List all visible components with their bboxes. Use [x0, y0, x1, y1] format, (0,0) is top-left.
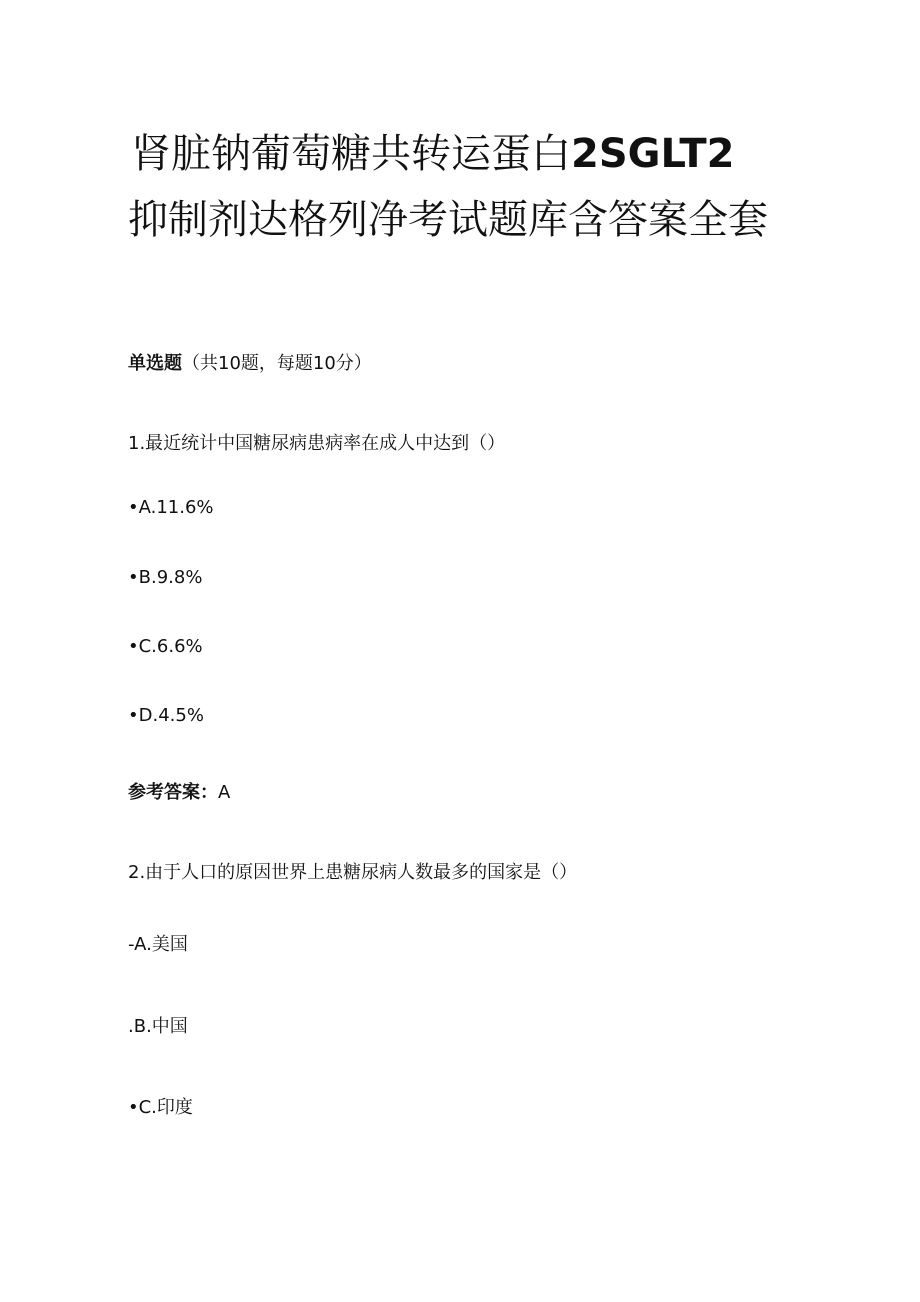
title-text: 肾脏钠葡萄糖共转运蛋白 [131, 131, 571, 177]
question-2-option-a: -A.美国 [128, 934, 188, 955]
question-2-stem: 2.由于人口的原因世界上患糖尿病人数最多的国家是（） [128, 862, 578, 883]
question-1-option-b: •B.9.8% [128, 567, 203, 588]
question-1-option-d: •D.4.5% [128, 705, 204, 726]
question-2-option-c: •C.印度 [128, 1097, 193, 1118]
question-1-answer [128, 781, 230, 805]
question-1-option-c: •C.6.6% [128, 636, 203, 657]
answer-label: 参考答案： [128, 782, 218, 803]
document-title-line-2: 抑制剂达格列净考试题库含答案全套 [128, 197, 768, 243]
section-info: （共10题，每题10分） [182, 353, 372, 374]
question-1-stem: 1.最近统计中国糖尿病患病率在成人中达到（） [128, 433, 506, 454]
section-heading [128, 352, 372, 376]
section-label: 单选题 [128, 353, 182, 374]
question-2-option-b: .B.中国 [128, 1016, 188, 1037]
document-title-line-1 [131, 130, 734, 178]
answer-value: A [218, 782, 231, 803]
title-code: 2SGLT2 [571, 131, 735, 177]
question-1-option-a: •A.11.6% [128, 497, 214, 518]
